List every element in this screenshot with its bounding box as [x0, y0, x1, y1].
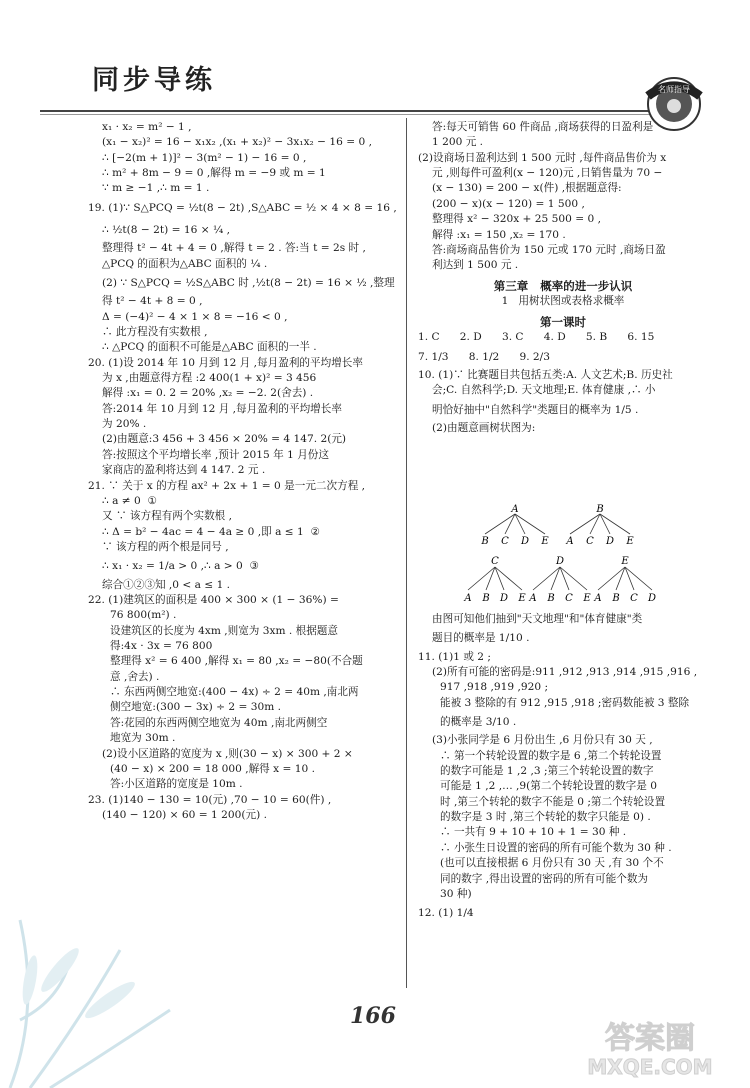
- answer-line: 整理得 x² − 320x + 25 500 = 0 ,: [432, 213, 601, 226]
- answer-line: 能被 3 整除的有 912 ,915 ,918 ;密码数能被 3 整除: [440, 696, 690, 709]
- answer-line: (3)小张同学是 6 月份出生 ,6 月份只有 30 天 ,: [432, 734, 653, 747]
- answer-line: (2) ∵ S△PCQ = ½S△ABC 时 ,½t(8 − 2t) = 16 × ½ ,整理: [102, 276, 395, 289]
- answer-line: 整理得 t² − 4t + 4 = 0 ,解得 t = 2 . 答:当 t = 2s 时 ,: [102, 242, 366, 255]
- tree-node-leaf: B: [612, 593, 620, 604]
- watermark-logo-icon: [560, 1010, 740, 1080]
- answer-line: ∴ △PCQ 的面积不可能是△ABC 面积的一半 .: [102, 341, 317, 354]
- decorative-leaf-icon: [0, 860, 200, 1088]
- answer-line: 10. (1)∵ 比赛题目共包括五类:A. 人文艺术;B. 历史社: [418, 368, 673, 381]
- tree-node-leaf: E: [626, 536, 634, 547]
- answer-line: 可能是 1 ,2 ,… ,9(第二个转轮设置的数字是 0: [440, 780, 657, 793]
- answer-line: 时 ,第三个转轮的数字不能是 0 ;第二个转轮设置: [440, 795, 666, 808]
- answer-line: 的概率是 3/10 .: [440, 716, 517, 729]
- answer-line: 12. (1) 1/4: [418, 907, 474, 920]
- tree-node-leaf: A: [566, 536, 574, 547]
- tree-node-leaf: C: [565, 593, 573, 604]
- right-answer-column: [418, 120, 708, 436]
- tree-node-leaf: C: [630, 593, 638, 604]
- answer-line: (200 − x)(x − 120) = 1 500 ,: [432, 197, 585, 210]
- answer-line: 为 x ,由题意得方程 :2 400(1 + x)² = 3 456: [102, 372, 317, 385]
- tree-node-leaf: B: [547, 593, 555, 604]
- answer-line: ∴ [−2(m + 1)]² − 3(m² − 1) − 16 = 0 ,: [102, 151, 307, 164]
- answer-line: 22. (1)建筑区的面积是 400 × 300 × (1 − 36%) =: [88, 593, 339, 606]
- answer-line: 地宽为 30m .: [110, 732, 176, 745]
- answer-line: ∴ 此方程没有实数根 ,: [102, 325, 208, 338]
- answer-line: 综合①②③知 ,0 < a ≤ 1 .: [102, 578, 231, 591]
- answer-line: 明恰好抽中"自然科学"类题目的概率为 1/5 .: [432, 403, 639, 416]
- answer-line: 答:每天可销售 60 件商品 ,商场获得的日盈利是: [432, 121, 654, 133]
- tree-branch: [560, 567, 587, 590]
- answer-line: 11. (1)1 或 2 ;: [418, 650, 491, 663]
- tree-branch: [533, 567, 560, 590]
- answer-line: 答:花园的东西两侧空地宽为 40m ,南北两侧空: [110, 716, 328, 729]
- answer-line: 答:按照这个平均增长率 ,预计 2015 年 1 月份这: [102, 448, 329, 461]
- answer-line: 题目的概率是 1/10 .: [432, 632, 530, 645]
- answer-line: 917 ,918 ,919 ,920 ;: [440, 681, 549, 694]
- answer-line: 意 ,舍去) .: [110, 670, 160, 683]
- tree-branch: [495, 567, 522, 590]
- tree-node-root: A: [511, 504, 519, 515]
- answer-line: 第三章 概率的进一步认识: [493, 278, 633, 293]
- probability-tree-diagram: [440, 502, 670, 610]
- answer-line: 设建筑区的长度为 4xm ,则宽为 3xm . 根据题意: [110, 624, 338, 637]
- answer-line: (2)设小区道路的宽度为 x ,则(30 − x) × 300 + 2 ×: [102, 747, 353, 760]
- tree-node-leaf: C: [586, 536, 594, 547]
- badge-text: 名师指导: [658, 85, 690, 94]
- answer-line: 答:商场商品售价为 150 元或 170 元时 ,商场日盈: [432, 243, 666, 256]
- answer-line: ∴ 东西两侧空地宽:(400 − 4x) ÷ 2 = 40m ,南北两: [110, 686, 359, 699]
- answer-line: 第一课时: [540, 314, 586, 329]
- tree-node-leaf: D: [499, 593, 509, 604]
- answer-line: ∴ ½t(8 − 2t) = 16 × ¼ ,: [102, 224, 230, 237]
- answer-line: 会;C. 自然科学;D. 天文地理;E. 体育健康 ,∴ 小: [432, 384, 656, 397]
- answer-line: 解得 :x₁ = 150 ,x₂ = 170 .: [432, 228, 566, 241]
- answer-line: ∵ 该方程的两个根是同号 ,: [102, 540, 229, 553]
- tree-node-leaf: C: [501, 536, 509, 547]
- tree-node-leaf: D: [605, 536, 615, 547]
- tree-branch: [515, 514, 545, 534]
- answer-line: 1. C 2. D 3. C 4. D 5. B 6. 15: [418, 331, 655, 344]
- answer-line: 由图可知他们抽到"天文地理"和"体育健康"类: [432, 613, 643, 625]
- answer-line: ∴ 一共有 9 + 10 + 10 + 1 = 30 种 .: [440, 826, 627, 839]
- tree-branch: [600, 514, 630, 534]
- tree-branch: [468, 567, 495, 590]
- tree-node-leaf: E: [583, 593, 591, 604]
- answer-line: 解得 :x₁ = 0. 2 = 20% ,x₂ = −2. 2(舍去) .: [102, 387, 314, 400]
- answer-line: 答:2014 年 10 月到 12 月 ,每月盈利的平均增长率: [102, 402, 342, 415]
- tree-node-leaf: B: [482, 593, 490, 604]
- tree-node-root: B: [596, 504, 604, 515]
- answer-line: 1 200 元 .: [432, 136, 484, 149]
- answer-line: (x₁ − x₂)² = 16 − x₁x₂ ,(x₁ + x₂)² − 3x₁x₂ − 16 = 0 ,: [102, 136, 372, 149]
- right-answer-column-continued: [418, 612, 708, 924]
- left-answer-column: [88, 120, 398, 823]
- answer-line: (2)由题意:3 456 + 3 456 × 20% = 4 147. 2(元): [102, 433, 347, 446]
- tree-node-root: D: [555, 556, 565, 567]
- answer-line: 利达到 1 500 元 .: [432, 259, 519, 272]
- tree-node-leaf: A: [529, 593, 537, 604]
- answer-line: 答:小区道路的宽度是 10m .: [110, 778, 243, 791]
- tree-node-leaf: D: [647, 593, 657, 604]
- header-rule: [40, 110, 650, 112]
- answer-line: (2)所有可能的密码是:911 ,912 ,913 ,914 ,915 ,916 ,: [432, 665, 698, 678]
- answer-line: 21. ∵ 关于 x 的方程 ax² + 2x + 1 = 0 是一元二次方程 ,: [88, 479, 366, 492]
- answer-line: (140 − 120) × 60 = 1 200(元) .: [102, 808, 267, 821]
- answer-line: ∴ 第一个转轮设置的数字是 6 ,第二个转轮设置: [440, 749, 662, 762]
- tree-node-leaf: B: [481, 536, 489, 547]
- answer-line: 20. (1)设 2014 年 10 月到 12 月 ,每月盈利的平均增长率: [88, 356, 363, 369]
- tree-branch: [598, 567, 625, 590]
- answer-line: 家商店的盈利将达到 4 147. 2 元 .: [102, 464, 266, 477]
- answer-line: (2)设商场日盈利达到 1 500 元时 ,每件商品售价为 x: [418, 151, 667, 164]
- tree-branch: [625, 567, 652, 590]
- answer-line: 的数字可能是 1 ,2 ,3 ;第三个转轮设置的数字: [440, 764, 654, 777]
- tree-node-root: C: [491, 556, 499, 567]
- answer-line: 7. 1/3 8. 1/2 9. 2/3: [418, 350, 550, 363]
- answer-line: ∴ 小张生日设置的密码的所有可能个数为 30 种 .: [440, 841, 672, 854]
- answer-line: 1 用树状图或表格求概率: [501, 295, 625, 308]
- answer-line: 整理得 x² = 6 400 ,解得 x₁ = 80 ,x₂ = −80(不合题: [110, 655, 363, 668]
- answer-line: 侧空地宽:(300 − 3x) ÷ 2 = 30m .: [110, 701, 281, 714]
- answer-line: x₁ · x₂ = m² − 1 ,: [102, 121, 192, 133]
- header-rule-thin: [40, 114, 650, 115]
- column-divider: [406, 118, 407, 988]
- answer-line: (40 − x) × 200 = 18 000 ,解得 x = 10 .: [110, 762, 315, 775]
- tree-node-leaf: A: [464, 593, 472, 604]
- tree-branch: [485, 514, 515, 534]
- answer-line: 30 种): [440, 887, 472, 900]
- tree-node-leaf: E: [541, 536, 549, 547]
- answer-line: Δ = (−4)² − 4 × 1 × 8 = −16 < 0 ,: [102, 310, 288, 323]
- tree-node-leaf: A: [594, 593, 602, 604]
- answer-line: 19. (1)∵ S△PCQ = ½t(8 − 2t) ,S△ABC = ½ × 4 × 8 = 16 ,: [88, 201, 397, 214]
- answer-line: 又 ∵ 该方程有两个实数根 ,: [102, 510, 233, 523]
- svg-text:MXQE.COM: MXQE.COM: [587, 1055, 713, 1079]
- answer-line: ∴ m² + 8m − 9 = 0 ,解得 m = −9 或 m = 1: [102, 167, 326, 180]
- answer-line: (x − 130) = 200 − x(件) ,根据题意得:: [432, 182, 622, 195]
- answer-line: 23. (1)140 − 130 = 10(元) ,70 − 10 = 60(件) ,: [88, 793, 332, 806]
- answer-line: ∴ Δ = b² − 4ac = 4 − 4a ≥ 0 ,即 a ≤ 1 ②: [102, 525, 320, 538]
- answer-line: 为 20% .: [102, 418, 147, 431]
- answer-line: ∴ a ≠ 0 ①: [102, 494, 158, 507]
- answer-line: 元 ,则每件可盈利(x − 120)元 ,日销售量为 70 −: [432, 167, 663, 180]
- answer-line: △PCQ 的面积为△ABC 面积的 ¼ .: [102, 257, 268, 270]
- svg-text:答案圈: 答案圈: [605, 1021, 695, 1056]
- answer-line: 的数字是 3 时 ,第三个转轮的数字只能是 0) .: [440, 811, 651, 824]
- tree-node-leaf: E: [518, 593, 526, 604]
- answer-line: ∴ x₁ · x₂ = 1/a > 0 ,∴ a > 0 ③: [102, 560, 259, 573]
- answer-line: 同的数字 ,得出设置的密码的所有可能个数为: [440, 872, 649, 885]
- answer-line: (也可以直接根据 6 月份只有 30 天 ,有 30 个不: [440, 857, 664, 870]
- page-number: 166: [350, 1003, 396, 1029]
- answer-line: 得:4x · 3x = 76 800: [110, 640, 213, 652]
- page-header-title: 同步导练: [92, 65, 216, 96]
- answer-line: ∵ m ≥ −1 ,∴ m = 1 .: [102, 182, 210, 195]
- tree-branch: [570, 514, 600, 534]
- answer-line: 76 800(m²) .: [110, 609, 177, 622]
- answer-line: (2)由题意画树状图为:: [432, 421, 536, 434]
- tree-node-root: E: [621, 556, 629, 567]
- tree-node-leaf: D: [520, 536, 530, 547]
- answer-line: 得 t² − 4t + 8 = 0 ,: [102, 295, 203, 308]
